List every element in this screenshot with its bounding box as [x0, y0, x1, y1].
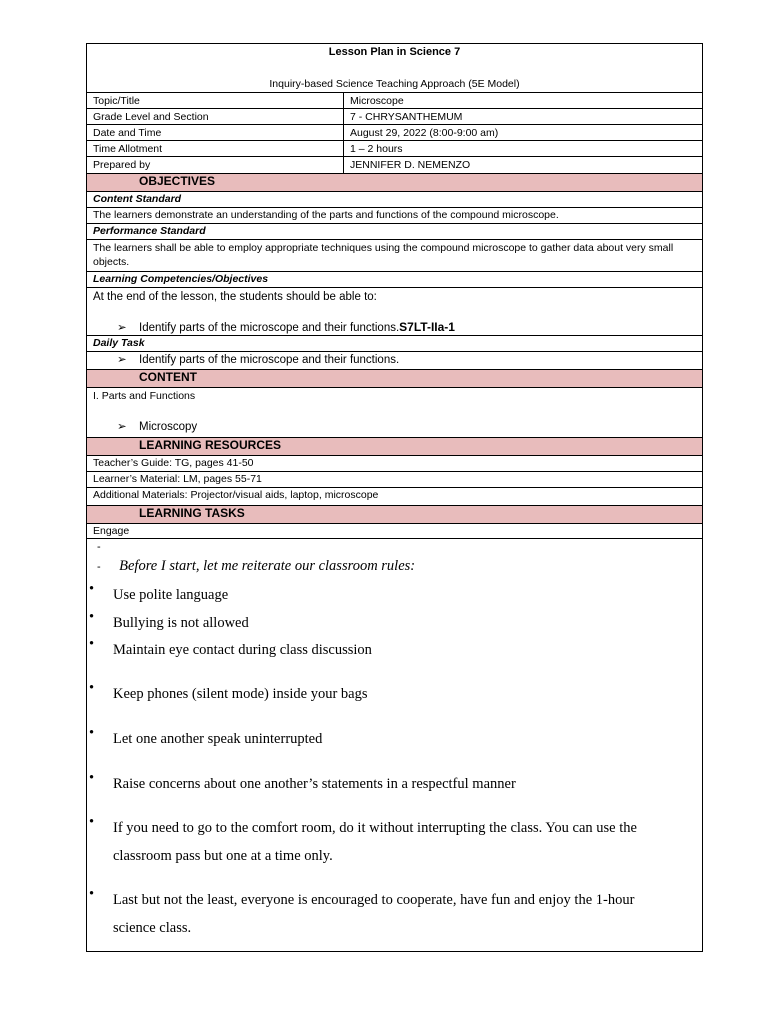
bullet-icon: •	[89, 609, 95, 625]
rule-text: Last but not the least, everyone is encouraged to cooperate, have fun and enjoy the 1-hour science class.	[113, 892, 635, 936]
info-label: Date and Time	[87, 125, 344, 140]
content-item-text: Microscopy	[139, 421, 198, 433]
daily-task-block	[87, 351, 702, 369]
content-block	[87, 387, 702, 437]
resource-learners-material: Learner’s Material: LM, pages 55-71	[87, 471, 702, 487]
rules-intro-row	[97, 557, 415, 575]
content-standard-label: Content Standard	[87, 191, 702, 207]
info-value: Microscope	[350, 95, 404, 107]
competency-text: Identify parts of the microscope and their functions.	[139, 322, 400, 334]
competencies-intro: At the end of the lesson, the students should be able to:	[93, 291, 377, 303]
bullet-icon: •	[89, 636, 95, 652]
rule-text: Keep phones (silent mode) inside your bags	[113, 686, 368, 702]
content-heading: CONTENT	[87, 369, 702, 387]
competencies-block	[87, 287, 702, 335]
engage-label: Engage	[87, 523, 702, 539]
content-item	[117, 420, 197, 434]
content-standard-text: The learners demonstrate an understanding of the parts and functions of the compound microscope.	[87, 207, 702, 223]
bullet-icon: •	[89, 886, 95, 902]
performance-standard-text: The learners shall be able to employ appropriate techniques using the compound microscope to gather data about very small objects.	[87, 239, 702, 271]
objectives-heading: OBJECTIVES	[87, 173, 702, 191]
daily-task-label: Daily Task	[87, 335, 702, 351]
lesson-plan-page	[86, 43, 703, 952]
arrow-bullet-icon: ➢	[117, 421, 127, 433]
info-row	[87, 124, 702, 140]
tasks-heading: LEARNING TASKS	[87, 505, 702, 523]
competency-item	[117, 320, 455, 335]
daily-task-text: Identify parts of the microscope and their functions.	[139, 354, 400, 366]
resource-teachers-guide: Teacher’s Guide: TG, pages 41-50	[87, 455, 702, 471]
info-value: August 29, 2022 (8:00-9:00 am)	[350, 127, 499, 139]
page-subtitle: Inquiry-based Science Teaching Approach (5E Model)	[269, 78, 520, 90]
performance-standard-label: Performance Standard	[87, 223, 702, 239]
rule-text: Bullying is not allowed	[113, 615, 249, 631]
competency-code: S7LT-IIa-1	[399, 320, 455, 334]
bullet-icon: •	[89, 770, 95, 786]
info-label: Prepared by	[87, 157, 344, 173]
resources-heading: LEARNING RESOURCES	[87, 437, 702, 455]
info-value: 7 - CHRYSANTHEMUM	[350, 111, 463, 123]
info-value: JENNIFER D. NEMENZO	[350, 159, 471, 171]
bullet-icon: •	[89, 725, 95, 741]
info-row	[87, 92, 702, 108]
competencies-label: Learning Competencies/Objectives	[87, 271, 702, 287]
arrow-bullet-icon: ➢	[117, 354, 127, 366]
rule-text: Let one another speak uninterrupted	[113, 731, 323, 747]
bullet-icon: •	[89, 680, 95, 696]
info-row	[87, 140, 702, 156]
rules-section	[87, 539, 702, 949]
info-label: Grade Level and Section	[87, 109, 344, 124]
rule-text: Raise concerns about one another’s statements in a respectful manner	[113, 776, 516, 792]
content-line: I. Parts and Functions	[93, 390, 196, 402]
daily-task-item	[117, 353, 399, 367]
bullet-icon: •	[89, 814, 95, 830]
rule-text: Use polite language	[113, 587, 229, 603]
resource-additional: Additional Materials: Projector/visual aids, laptop, microscope	[87, 487, 702, 505]
dash-line: -	[97, 541, 101, 553]
info-label: Time Allotment	[87, 141, 344, 156]
arrow-bullet-icon: ➢	[117, 322, 127, 334]
rule-text: Maintain eye contact during class discussion	[113, 642, 372, 658]
info-value: 1 – 2 hours	[350, 143, 403, 155]
rules-intro: Before I start, let me reiterate our classroom rules:	[119, 558, 416, 574]
page-title: Lesson Plan in Science 7	[328, 46, 461, 58]
info-row	[87, 156, 702, 173]
dash-line: -	[97, 561, 101, 573]
info-row	[87, 108, 702, 124]
rule-text: If you need to go to the comfort room, do it without interrupting the class. You can use the classroom pass but one at a time only.	[113, 820, 637, 864]
info-label: Topic/Title	[87, 93, 344, 108]
bullet-icon: •	[89, 581, 95, 597]
